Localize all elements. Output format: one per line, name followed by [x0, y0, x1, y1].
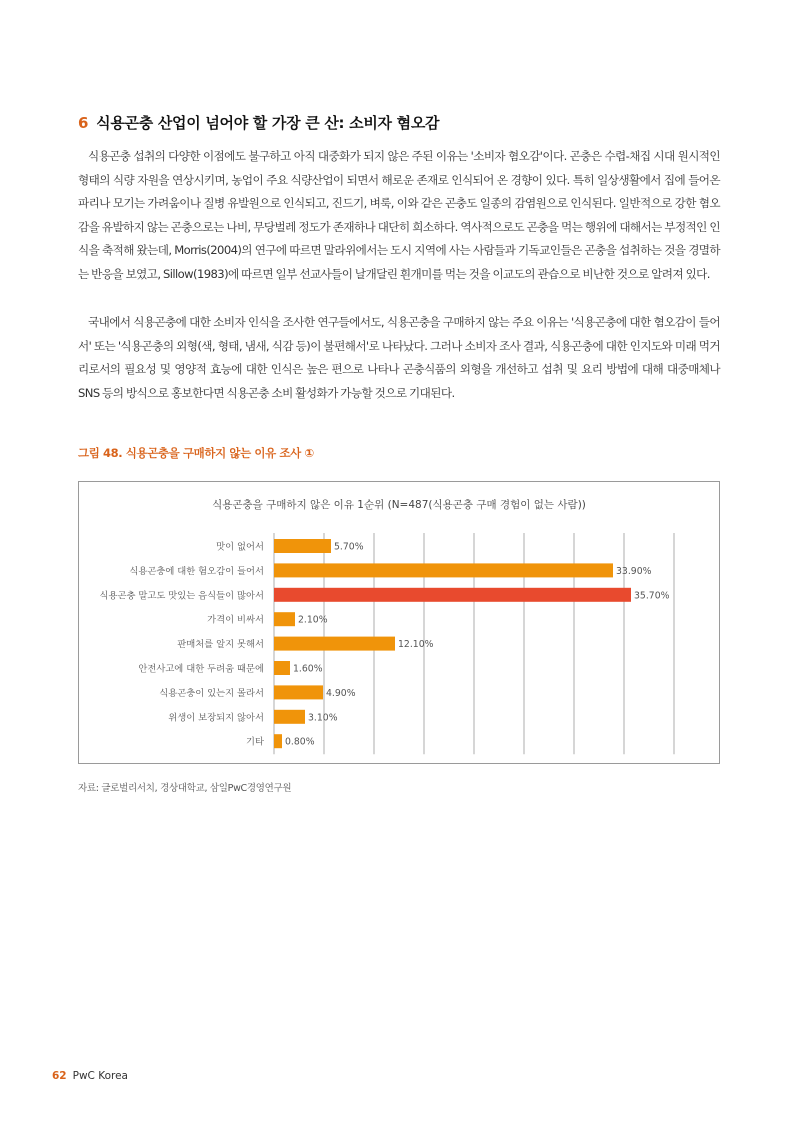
data-label: 3.10%: [308, 712, 338, 724]
data-label: 2.10%: [298, 614, 328, 626]
bar-chart: [78, 481, 720, 764]
bar: [274, 661, 290, 675]
bar-chart-svg: [79, 482, 719, 763]
data-label: 5.70%: [334, 541, 364, 553]
footer-brand: PwC Korea: [72, 1070, 128, 1082]
category-label: 안전사고에 대한 두려움 때문에: [138, 663, 264, 675]
bar: [274, 734, 282, 748]
data-label: 12.10%: [398, 639, 434, 651]
category-label: 가격이 비싸서: [207, 614, 264, 626]
data-label: 0.80%: [285, 736, 315, 748]
category-label: 판매처를 알지 못해서: [177, 639, 264, 651]
category-label: 기타: [246, 736, 264, 748]
body-paragraph-2: 국내에서 식용곤충에 대한 소비자 인식을 조사한 연구들에서도, 식용곤충을 구매하지 않는 주요 이유는 '식용곤충에 대한 혐오감이 들어서' 또는 '식용곤충의 외형(색, 형태, 냄새, 식감 등)이 불편해서'로 나타났다. 그러나 소비자 조사 결과, 식용곤충에 대한 인지도와 미래 먹거리로서의 필요성 및 영양적 효능에 대한 인식은 높은 편으로 나타나 곤충식품의 외형을 개선하고 섭취 및 요리 방법에 대해 대중매체나 SNS 등의 방식으로 홍보한다면 식용곤충 소비 활성화가 가능할 것으로 기대된다.: [78, 315, 720, 400]
bar: [274, 539, 331, 553]
category-label: 식용곤충 말고도 맛있는 음식들이 많아서: [99, 590, 264, 602]
data-label: 1.60%: [293, 663, 323, 675]
section-heading: 식용곤충 산업이 넘어야 할 가장 큰 산: 소비자 혐오감: [96, 114, 440, 132]
category-label: 식용곤충이 있는지 몰라서: [159, 687, 264, 699]
page-number: 62: [52, 1070, 67, 1082]
bar: [274, 685, 323, 699]
bar: [274, 563, 613, 577]
page-footer: [52, 1070, 128, 1082]
category-label: 맛이 없어서: [216, 541, 264, 553]
data-label: 4.90%: [326, 687, 356, 699]
bar: [274, 588, 631, 602]
section-number: 6: [78, 114, 89, 132]
bar: [274, 710, 305, 724]
chart-title: 식용곤충을 구매하지 않은 이유 1순위 (N=487(식용곤충 구매 경험이 없는 사람)): [212, 499, 586, 511]
bar: [274, 637, 395, 651]
body-paragraph-1: 식용곤충 섭취의 다양한 이점에도 불구하고 아직 대중화가 되지 않은 주된 이유는 '소비자 혐오감'이다. 곤충은 수렵-채집 시대 원시적인 형태의 식량 자원을 연상시키며, 농업이 주요 식량산업이 되면서 해로운 존재로 인식되어 온 경향이 있다. 특히 일상생활에서 집에 들어온 파리나 모기는 가려움이나 질병 유발원으로 인식되고, 진드기, 벼룩, 이와 같은 곤충도 일종의 감염원으로 인식된다. 일반적으로 강한 혐오감을 유발하지 않는 곤충으로는 나비, 무당벌레 정도가 존재하나 대단히 희소하다. 역사적으로도 곤충을 먹는 행위에 대해서는 부정적인 인식을 축적해 왔는데, Morris(2004)의 연구에 따르면 말라위에서는 도시 지역에 사는 사람들과 기독교인들은 곤충을 섭취하는 것을 경멸하는 반응을 보였고, Sillow(1983)에 따르면 일부 선교사들이 날개달린 흰개미를 먹는 것을 이교도의 관습으로 비난한 것으로 알려져 있다.: [78, 149, 720, 281]
category-label: 식용곤충에 대한 혐오감이 들어서: [129, 565, 264, 577]
data-label: 33.90%: [616, 565, 652, 577]
section-title: [78, 112, 738, 133]
source-note: 자료: 글로벌리서치, 경상대학교, 삼일PwC경영연구원: [78, 783, 292, 794]
figure-title: 그림 48. 식용곤충을 구매하지 않는 이유 조사 ①: [78, 446, 314, 460]
bar: [274, 612, 295, 626]
data-label: 35.70%: [634, 590, 670, 602]
category-label: 위생이 보장되지 않아서: [168, 712, 264, 724]
